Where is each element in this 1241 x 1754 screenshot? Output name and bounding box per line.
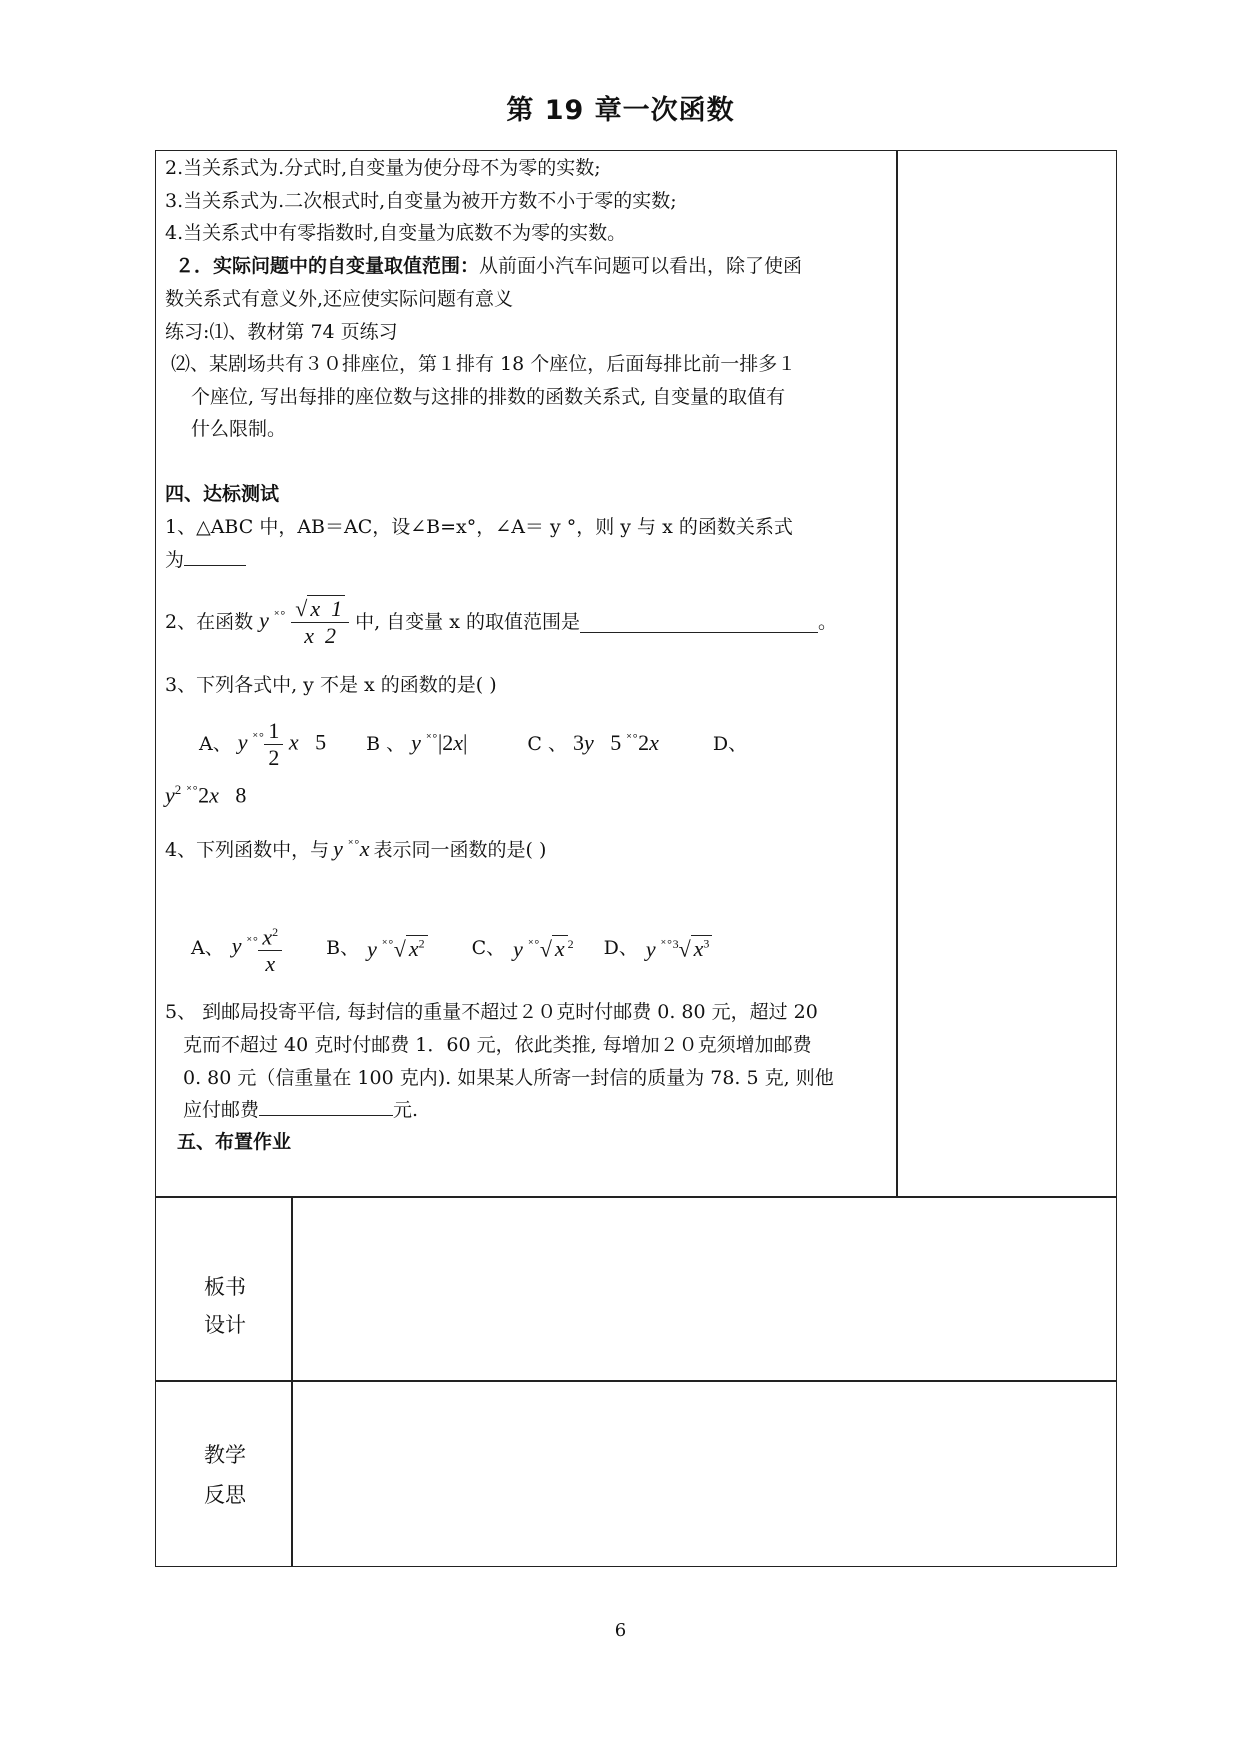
question-4 [165,832,546,868]
table-divider-row-1 [155,1196,1117,1198]
answer-blank [184,545,246,566]
section-homework-heading: 五、布置作业 [177,1131,292,1153]
point-2 [175,250,802,282]
option-D-formula: $y^2$ ˟°2x 8 [165,781,247,808]
practice-2-line-3: 什么限制。 [191,418,287,440]
point-2-text: 从前面小汽车问题可以看出，除了使函 [479,255,803,277]
rule-zero-exponent: 4.当关系式中有零指数时,自变量为底数不为零的实数。 [165,222,627,244]
q4-option-A-formula: y ˟° $\frac{x^2}{x}$ [232,919,282,977]
q4-option-A-label: A、 [191,937,224,959]
rule-fraction: 2.当关系式为.分式时,自变量为使分母不为零的实数; [165,157,601,179]
q4-option-B-label: B、 [326,937,360,959]
option-A-formula: y ˟° $\frac{1}{2}$ x 5 [237,717,327,770]
question-5-line-3: 0. 80 元（信重量在 100 克内). 如果某人所寄一封信的质量为 78. 5 克, 则他 [183,1067,834,1089]
question-2-end: 。 [817,611,837,633]
section-test-heading: 四、达标测试 [165,483,280,505]
point-2-continued: 数关系式有意义外,还应使实际问题有意义 [165,288,514,310]
q4-formula: y ˟°x [333,835,370,861]
teaching-reflection-label-line-1: 教学 [204,1443,246,1467]
question-4-prefix: 4、下列函数中，与 [165,839,330,861]
table-divider-label-column [291,1196,293,1567]
point-2-heading: ２．实际问题中的自变量取值范围： [175,255,480,277]
q4-option-D-label: D、 [603,937,638,959]
question-3-options-row-2 [165,774,246,814]
q4-option-D-formula: y $^{˟^\circ 3}$√ $x^3$ [646,928,713,968]
question-3: 3、下列各式中, y 不是 x 的函数的是( ) [165,674,497,696]
q4-option-C-formula: y ˟°√ x $^2$ [513,936,574,962]
q2-formula: y ˟° $\frac{√ x 1}{x 2}$ [259,596,349,649]
question-4-options [191,914,712,982]
board-design-label-line-2: 设计 [204,1313,246,1337]
question-5-prefix: 应付邮费 [183,1099,260,1121]
question-5-suffix: 元. [393,1099,419,1121]
q4-option-B-formula: y ˟°√ $x^2$ [367,928,428,968]
answer-blank [580,612,818,633]
option-A-label: A、 [199,733,232,755]
question-5-line-2: 克而不超过 40 克时付邮费 1．60 元，依此类推, 每增加２０克须增加邮费 [183,1034,812,1056]
question-1-prefix: 为 [165,549,185,571]
option-D-label: D、 [712,733,748,755]
question-5-line-4 [183,1094,418,1126]
question-2 [165,587,837,657]
option-C-formula: 3y 5 ˟°2x [572,729,659,755]
page-title: 第 19 章一次函数 [506,95,735,126]
practice-2-line-1: ⑵、某剧场共有３０排座位，第１排有 18 个座位，后面每排比前一排多１ [171,353,797,375]
board-design-label [160,1268,290,1344]
table-divider-row-2 [155,1380,1117,1382]
q4-option-C-label: C、 [471,937,506,959]
question-5-line-1: 5、 到邮局投寄平信, 每封信的重量不超过２０克时付邮费 0. 80 元，超过 20 [165,1001,818,1023]
teaching-reflection-label-line-2: 反思 [204,1483,246,1507]
rule-radical: 3.当关系式为.二次根式时,自变量为被开方数不小于零的实数; [165,190,677,212]
option-B-label: B 、 [366,733,406,755]
practice-1: 练习:⑴、教材第 74 页练习 [165,321,398,343]
question-2-prefix: 2、在函数 [165,611,254,633]
option-C-label: C 、 [527,733,567,755]
question-3-options-row-1 [199,714,747,774]
option-B-formula: y ˟°|2x| [411,729,468,755]
question-1-line-2 [165,544,246,576]
answer-blank [259,1095,393,1116]
question-1-line-1: 1、△ABC 中，AB＝AC，设∠B=x°，∠A＝ y °，则 y 与 x 的函数关系式 [165,516,793,538]
page-number: 6 [614,1620,627,1641]
board-design-label-line-1: 板书 [204,1275,246,1299]
question-2-suffix: 中, 自变量 x 的取值范围是 [355,611,580,633]
teaching-reflection-label [160,1436,290,1514]
question-4-suffix: 表示同一函数的是( ) [373,839,547,861]
table-divider-right-column [896,150,898,1197]
practice-2-line-2: 个座位, 写出每排的座位数与这排的排数的函数关系式, 自变量的取值有 [191,386,786,408]
